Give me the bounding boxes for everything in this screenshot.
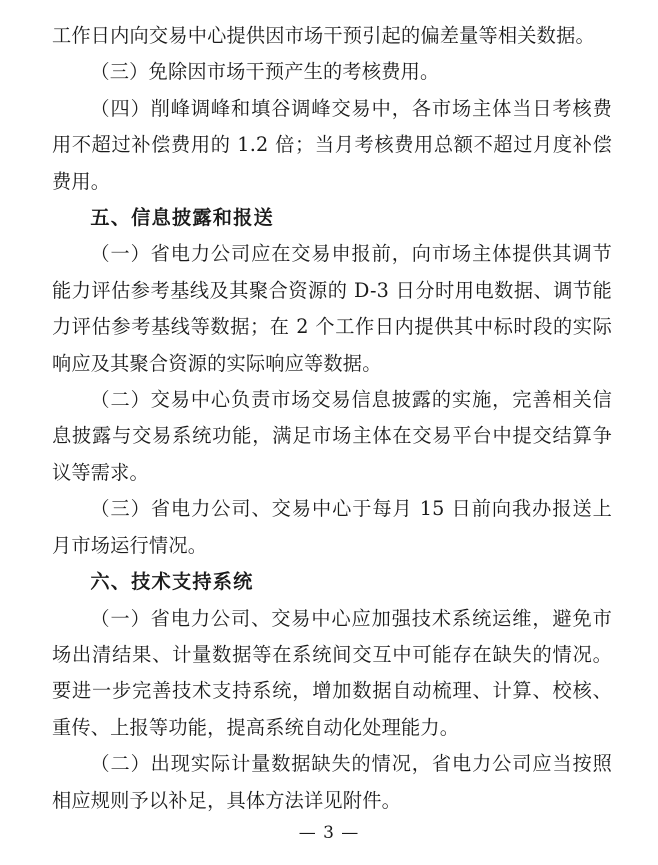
document-body [52, 18, 612, 819]
page-number: — 3 — [298, 823, 360, 843]
paragraph-section5-item-3: （三）省电力公司、交易中心于每月 15 日前向我办报送上月市场运行情况。 [52, 497, 612, 557]
paragraph-section5-item-1: （一）省电力公司应在交易申报前，向市场主体提供其调节能力评估参考基线及其聚合资源的 D-3 日分时用电数据、调节能力评估参考基线等数据；在 2 个工作日内提供其中标时段的实际响应及其聚合资源的实际响应等数据。 [52, 242, 612, 375]
paragraph-continuation: 工作日内向交易中心提供因市场干预引起的偏差量等相关数据。 [52, 24, 595, 47]
paragraph-section6-item-2: （二）出现实际计量数据缺失的情况，省电力公司应当按照相应规则予以补足，具体方法详见附件。 [52, 752, 612, 812]
paragraph-section5-item-2: （二）交易中心负责市场交易信息披露的实施，完善相关信息披露与交易系统功能，满足市场主体在交易平台中提交结算争议等需求。 [52, 388, 612, 484]
section-heading-five: 五、信息披露和报送 [90, 206, 274, 230]
paragraph-item-3: （三）免除因市场干预产生的考核费用。 [90, 60, 440, 84]
paragraph-item-4: （四）削峰调峰和填谷调峰交易中，各市场主体当日考核费用不超过补偿费用的 1.2 倍；当月考核费用总额不超过月度补偿费用。 [52, 96, 612, 193]
section-heading-six: 六、技术支持系统 [90, 570, 254, 594]
paragraph-section6-item-1: （一）省电力公司、交易中心应加强技术系统运维，避免市场出清结果、计量数据等在系统间交互中可能存在缺失的情况。要进一步完善技术支持系统，增加数据自动梳理、计算、校核、重传、上报等功能，提高系统自动化处理能力。 [52, 606, 612, 739]
